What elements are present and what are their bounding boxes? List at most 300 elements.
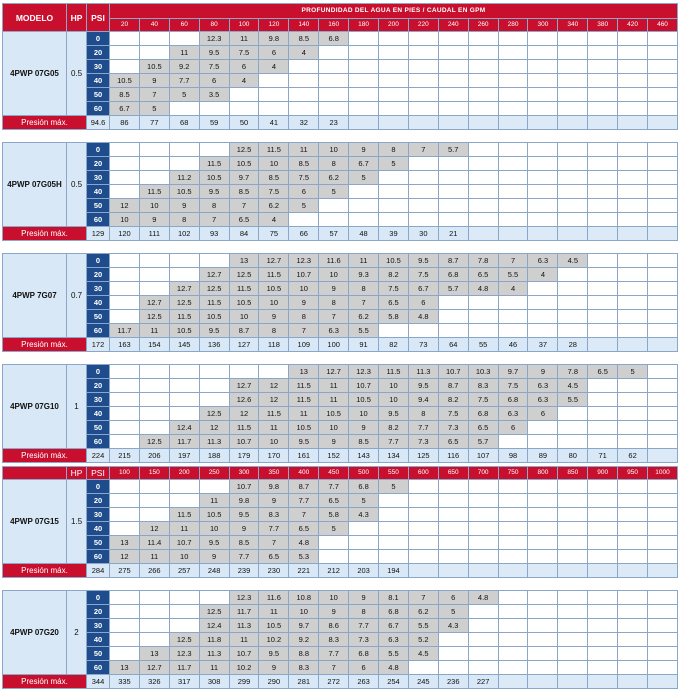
flow-cell: 8.5: [259, 171, 289, 185]
flow-cell: [618, 619, 648, 633]
flow-cell: [528, 435, 558, 449]
flow-cell: 12.7: [169, 282, 199, 296]
flow-cell: 13: [139, 647, 169, 661]
max-pressure-cell: 239: [229, 564, 259, 578]
flow-cell: [438, 102, 468, 116]
flow-cell: [468, 143, 498, 157]
flow-cell: 7.3: [349, 633, 379, 647]
flow-cell: [558, 661, 588, 675]
flow-cell: [648, 480, 678, 494]
depth-header-cell: 120: [259, 19, 289, 32]
flow-cell: 6.2: [319, 171, 349, 185]
flow-cell: 12: [110, 550, 140, 564]
flow-cell: [438, 157, 468, 171]
max-pressure-cell: [648, 227, 678, 241]
psi-value: 60: [87, 324, 110, 338]
psi-value: 20: [87, 379, 110, 393]
flow-cell: [379, 46, 409, 60]
flow-cell: 4: [229, 74, 259, 88]
flow-cell: 11.4: [139, 536, 169, 550]
hp-value: 1.5: [67, 480, 87, 564]
psi-value: 50: [87, 310, 110, 324]
max-pressure-cell: 299: [229, 675, 259, 689]
flow-cell: [110, 619, 140, 633]
flow-cell: 7.7: [408, 421, 438, 435]
hp-value: 0.5: [67, 32, 87, 116]
flow-cell: [618, 74, 648, 88]
flow-cell: [558, 480, 588, 494]
flow-cell: 9.8: [259, 480, 289, 494]
flow-cell: 6.3: [528, 393, 558, 407]
flow-cell: 7.7: [229, 550, 259, 564]
flow-cell: 11.5: [289, 379, 319, 393]
psi-value: 50: [87, 421, 110, 435]
flow-cell: [618, 32, 648, 46]
max-pressure-cell: [468, 564, 498, 578]
flow-cell: 5: [139, 102, 169, 116]
flow-cell: [468, 310, 498, 324]
flow-cell: [408, 480, 438, 494]
max-pressure-cell: 134: [379, 449, 409, 463]
max-pressure-cell: 50: [229, 116, 259, 130]
flow-cell: 5.5: [379, 647, 409, 661]
flow-cell: [588, 46, 618, 60]
flow-cell: 7: [408, 591, 438, 605]
flow-cell: 11: [199, 494, 229, 508]
flow-cell: [588, 60, 618, 74]
flow-cell: 9.5: [408, 254, 438, 268]
flow-cell: 9.2: [169, 60, 199, 74]
flow-cell: 11.2: [169, 171, 199, 185]
flow-cell: 12: [229, 407, 259, 421]
flow-cell: [289, 88, 319, 102]
flow-cell: [110, 365, 140, 379]
flow-cell: [139, 157, 169, 171]
flow-cell: 7.7: [379, 435, 409, 449]
flow-cell: 9.8: [229, 494, 259, 508]
flow-cell: [618, 633, 648, 647]
flow-cell: [498, 143, 528, 157]
flow-cell: 4.3: [438, 619, 468, 633]
flow-cell: 9.7: [229, 171, 259, 185]
flow-cell: 6.7: [110, 102, 140, 116]
flow-cell: [618, 324, 648, 338]
flow-cell: [408, 32, 438, 46]
flow-cell: 7.7: [349, 619, 379, 633]
max-pressure-cell: [588, 675, 618, 689]
flow-cell: 11: [319, 379, 349, 393]
max-pressure-cell: 317: [169, 675, 199, 689]
flow-cell: [379, 536, 409, 550]
spec-table-low-depth: [2, 3, 678, 463]
flow-cell: 6.8: [349, 480, 379, 494]
flow-cell: [588, 310, 618, 324]
max-pressure-cell: [558, 675, 588, 689]
table-row: [3, 88, 678, 102]
flow-cell: [229, 88, 259, 102]
flow-cell: [588, 591, 618, 605]
flow-cell: 4.5: [408, 647, 438, 661]
flow-cell: 11.3: [199, 647, 229, 661]
flow-cell: 6.2: [259, 199, 289, 213]
flow-cell: 10.5: [229, 157, 259, 171]
table-row: [3, 393, 678, 407]
flow-cell: [558, 46, 588, 60]
flow-cell: [319, 60, 349, 74]
flow-cell: [618, 379, 648, 393]
hp-value: 0.5: [67, 143, 87, 227]
max-pressure-cell: 197: [169, 449, 199, 463]
flow-cell: 11.8: [199, 633, 229, 647]
flow-cell: [468, 550, 498, 564]
max-pressure-cell: [438, 116, 468, 130]
max-pressure-cell: [468, 116, 498, 130]
flow-cell: 7.5: [289, 171, 319, 185]
flow-cell: 9: [259, 661, 289, 675]
flow-cell: 6.7: [408, 282, 438, 296]
depth-header-cell: 40: [139, 19, 169, 32]
max-pressure-cell: 145: [169, 338, 199, 352]
flow-cell: [110, 480, 140, 494]
flow-cell: 12.5: [169, 296, 199, 310]
flow-cell: 6.2: [408, 605, 438, 619]
flow-cell: 8.7: [438, 254, 468, 268]
depth-header-cell: 150: [139, 467, 169, 480]
flow-cell: 12: [110, 199, 140, 213]
model-name: 4PWP 7G07: [3, 254, 67, 338]
flow-cell: [558, 605, 588, 619]
flow-cell: 13: [110, 536, 140, 550]
table-row: [3, 60, 678, 74]
flow-cell: 8.2: [379, 421, 409, 435]
max-pressure-cell: 91: [349, 338, 379, 352]
flow-cell: 10: [289, 282, 319, 296]
flow-cell: [528, 591, 558, 605]
flow-cell: [139, 365, 169, 379]
flow-cell: [558, 60, 588, 74]
flow-cell: 4: [528, 268, 558, 282]
flow-cell: [468, 480, 498, 494]
max-pressure-row: [3, 449, 678, 463]
flow-cell: 5.7: [438, 282, 468, 296]
psi-value: 30: [87, 282, 110, 296]
flow-cell: [349, 536, 379, 550]
flow-cell: 12.7: [229, 379, 259, 393]
flow-cell: [438, 88, 468, 102]
flow-cell: 9: [139, 74, 169, 88]
max-pressure-cell: [468, 227, 498, 241]
flow-cell: [169, 379, 199, 393]
max-pressure-cell: 32: [289, 116, 319, 130]
flow-cell: [169, 591, 199, 605]
flow-cell: [588, 199, 618, 213]
flow-cell: [408, 508, 438, 522]
flow-cell: 8: [379, 143, 409, 157]
flow-cell: 6: [289, 185, 319, 199]
flow-cell: [528, 633, 558, 647]
flow-cell: 6.3: [498, 407, 528, 421]
flow-cell: [199, 254, 229, 268]
flow-cell: [229, 365, 259, 379]
max-pressure-cell: 248: [199, 564, 229, 578]
flow-cell: [438, 32, 468, 46]
flow-cell: [169, 32, 199, 46]
flow-cell: [618, 254, 648, 268]
flow-cell: 10: [319, 268, 349, 282]
depth-flow-title: PROFUNDIDAD DEL AGUA EN PIES / CAUDAL EN GPM: [110, 4, 678, 19]
flow-cell: [468, 60, 498, 74]
flow-cell: [349, 213, 379, 227]
psi-value: 40: [87, 296, 110, 310]
flow-cell: [558, 508, 588, 522]
flow-cell: [498, 296, 528, 310]
flow-cell: [648, 647, 678, 661]
flow-cell: 12.5: [139, 435, 169, 449]
flow-cell: [648, 365, 678, 379]
flow-cell: [528, 421, 558, 435]
flow-cell: [349, 74, 379, 88]
block-spacer: [3, 578, 678, 591]
max-pressure-cell: 30: [408, 227, 438, 241]
flow-cell: 6.5: [319, 494, 349, 508]
flow-cell: 12.6: [229, 393, 259, 407]
flow-cell: 4.8: [289, 536, 319, 550]
flow-cell: [319, 213, 349, 227]
depth-header-cell: 350: [259, 467, 289, 480]
flow-cell: 10.5: [379, 254, 409, 268]
max-pressure-cell: 212: [319, 564, 349, 578]
flow-cell: 10: [229, 310, 259, 324]
max-pressure-cell: 37: [528, 338, 558, 352]
depth-header-cell: 460: [648, 19, 678, 32]
flow-cell: [618, 421, 648, 435]
flow-cell: [618, 213, 648, 227]
table-row: [3, 199, 678, 213]
flow-cell: [558, 143, 588, 157]
flow-cell: 7.3: [408, 435, 438, 449]
max-pressure-cell: 188: [199, 449, 229, 463]
max-pressure-cell: [588, 338, 618, 352]
flow-cell: 10.7: [438, 365, 468, 379]
max-pressure-cell: 102: [169, 227, 199, 241]
flow-cell: [349, 102, 379, 116]
table-row: [3, 379, 678, 393]
flow-cell: 11.5: [169, 310, 199, 324]
max-pressure-row: [3, 675, 678, 689]
flow-cell: [588, 480, 618, 494]
depth-header-cell: 340: [558, 19, 588, 32]
flow-cell: 12: [199, 421, 229, 435]
flow-cell: 9: [259, 494, 289, 508]
flow-cell: [139, 254, 169, 268]
flow-cell: 11.7: [169, 435, 199, 449]
psi-value: 60: [87, 661, 110, 675]
max-pressure-cell: 93: [199, 227, 229, 241]
flow-cell: 10: [259, 157, 289, 171]
flow-cell: 11: [349, 254, 379, 268]
table-row: [3, 143, 678, 157]
flow-cell: [528, 550, 558, 564]
max-pressure-cell: [349, 116, 379, 130]
flow-cell: [379, 32, 409, 46]
max-pressure-cell: 263: [349, 675, 379, 689]
table-row: [3, 74, 678, 88]
flow-cell: [588, 605, 618, 619]
max-pressure-cell: 98: [498, 449, 528, 463]
flow-cell: [528, 213, 558, 227]
depth-header-cell: 220: [408, 19, 438, 32]
flow-cell: [139, 494, 169, 508]
flow-cell: 6.3: [528, 379, 558, 393]
max-pressure-cell: [558, 564, 588, 578]
flow-cell: [259, 88, 289, 102]
flow-cell: [528, 508, 558, 522]
flow-cell: [648, 74, 678, 88]
flow-cell: [259, 74, 289, 88]
flow-cell: [468, 74, 498, 88]
flow-cell: 12: [259, 379, 289, 393]
flow-cell: 10.2: [259, 633, 289, 647]
flow-cell: [379, 74, 409, 88]
flow-cell: [498, 171, 528, 185]
flow-cell: [648, 324, 678, 338]
flow-cell: [558, 633, 588, 647]
depth-header-cell: 260: [468, 19, 498, 32]
flow-cell: 6: [199, 74, 229, 88]
depth-header-cell: 900: [588, 467, 618, 480]
flow-cell: [588, 407, 618, 421]
flow-cell: 6.5: [289, 522, 319, 536]
flow-cell: 9: [528, 365, 558, 379]
max-pressure-cell: 266: [139, 564, 169, 578]
flow-cell: 8.3: [289, 661, 319, 675]
max-pressure-row: [3, 116, 678, 130]
flow-cell: 8.5: [289, 32, 319, 46]
flow-cell: 6: [528, 407, 558, 421]
flow-cell: [588, 421, 618, 435]
flow-cell: [408, 171, 438, 185]
flow-cell: 6.3: [319, 324, 349, 338]
flow-cell: 9.4: [408, 393, 438, 407]
psi-value: 50: [87, 199, 110, 213]
depth-header-cell: 250: [199, 467, 229, 480]
flow-cell: [558, 435, 588, 449]
flow-cell: 5: [349, 494, 379, 508]
flow-cell: 9: [349, 421, 379, 435]
flow-cell: [169, 268, 199, 282]
psi-value: 0: [87, 365, 110, 379]
flow-cell: [319, 536, 349, 550]
max-pressure-label: Presión máx.: [3, 338, 87, 352]
flow-cell: 11: [319, 393, 349, 407]
flow-cell: [139, 282, 169, 296]
flow-cell: [498, 74, 528, 88]
psi-value: 60: [87, 550, 110, 564]
flow-cell: [618, 647, 648, 661]
flow-cell: 6.8: [468, 407, 498, 421]
table-row: [3, 268, 678, 282]
flow-cell: [169, 143, 199, 157]
flow-cell: [648, 393, 678, 407]
flow-cell: 7.5: [408, 268, 438, 282]
flow-cell: [558, 157, 588, 171]
table-row: [3, 365, 678, 379]
table-row: [3, 254, 678, 268]
table-row: [3, 619, 678, 633]
flow-cell: [648, 522, 678, 536]
flow-cell: [528, 171, 558, 185]
max-pressure-cell: [438, 564, 468, 578]
flow-cell: 7: [319, 661, 349, 675]
table-row: [3, 324, 678, 338]
flow-cell: [648, 60, 678, 74]
flow-cell: [110, 633, 140, 647]
flow-cell: 6.5: [468, 268, 498, 282]
flow-cell: [438, 60, 468, 74]
max-pressure-cell: 152: [319, 449, 349, 463]
flow-cell: [648, 143, 678, 157]
max-pressure-cell: 335: [110, 675, 140, 689]
flow-cell: [468, 296, 498, 310]
max-pressure-cell: 245: [408, 675, 438, 689]
flow-cell: [528, 60, 558, 74]
flow-cell: [618, 480, 648, 494]
flow-cell: [498, 157, 528, 171]
max-pressure-cell: [618, 116, 648, 130]
flow-cell: 6.8: [498, 393, 528, 407]
psi-value: 50: [87, 647, 110, 661]
flow-cell: 10: [259, 296, 289, 310]
psi-value: 60: [87, 213, 110, 227]
flow-cell: 4: [259, 60, 289, 74]
flow-cell: [558, 324, 588, 338]
flow-cell: [618, 296, 648, 310]
flow-cell: [558, 199, 588, 213]
flow-cell: 10.8: [289, 591, 319, 605]
flow-cell: [408, 46, 438, 60]
flow-cell: 11.7: [229, 605, 259, 619]
max-pressure-row: [3, 564, 678, 578]
flow-cell: 11.5: [379, 365, 409, 379]
flow-cell: [110, 379, 140, 393]
max-pressure-cell: 82: [379, 338, 409, 352]
flow-cell: [468, 157, 498, 171]
depth-header-cell: 240: [438, 19, 468, 32]
flow-cell: 9: [349, 143, 379, 157]
flow-cell: 8.3: [319, 633, 349, 647]
flow-cell: [618, 508, 648, 522]
flow-cell: [199, 591, 229, 605]
max-pressure-label: Presión máx.: [3, 449, 87, 463]
flow-cell: [528, 102, 558, 116]
flow-cell: 9.8: [259, 32, 289, 46]
flow-cell: 9: [199, 550, 229, 564]
flow-cell: 12.3: [349, 365, 379, 379]
flow-cell: [319, 74, 349, 88]
depth-header-cell: 550: [379, 467, 409, 480]
max-pressure-cell: 109: [289, 338, 319, 352]
table-row: [3, 661, 678, 675]
flow-cell: [379, 102, 409, 116]
flow-cell: 11.5: [289, 393, 319, 407]
max-pressure-cell: 125: [408, 449, 438, 463]
flow-cell: 7.5: [498, 379, 528, 393]
block-spacer: [3, 130, 678, 143]
flow-cell: [110, 508, 140, 522]
flow-cell: 11.3: [408, 365, 438, 379]
flow-cell: [588, 254, 618, 268]
flow-cell: 11.3: [199, 435, 229, 449]
